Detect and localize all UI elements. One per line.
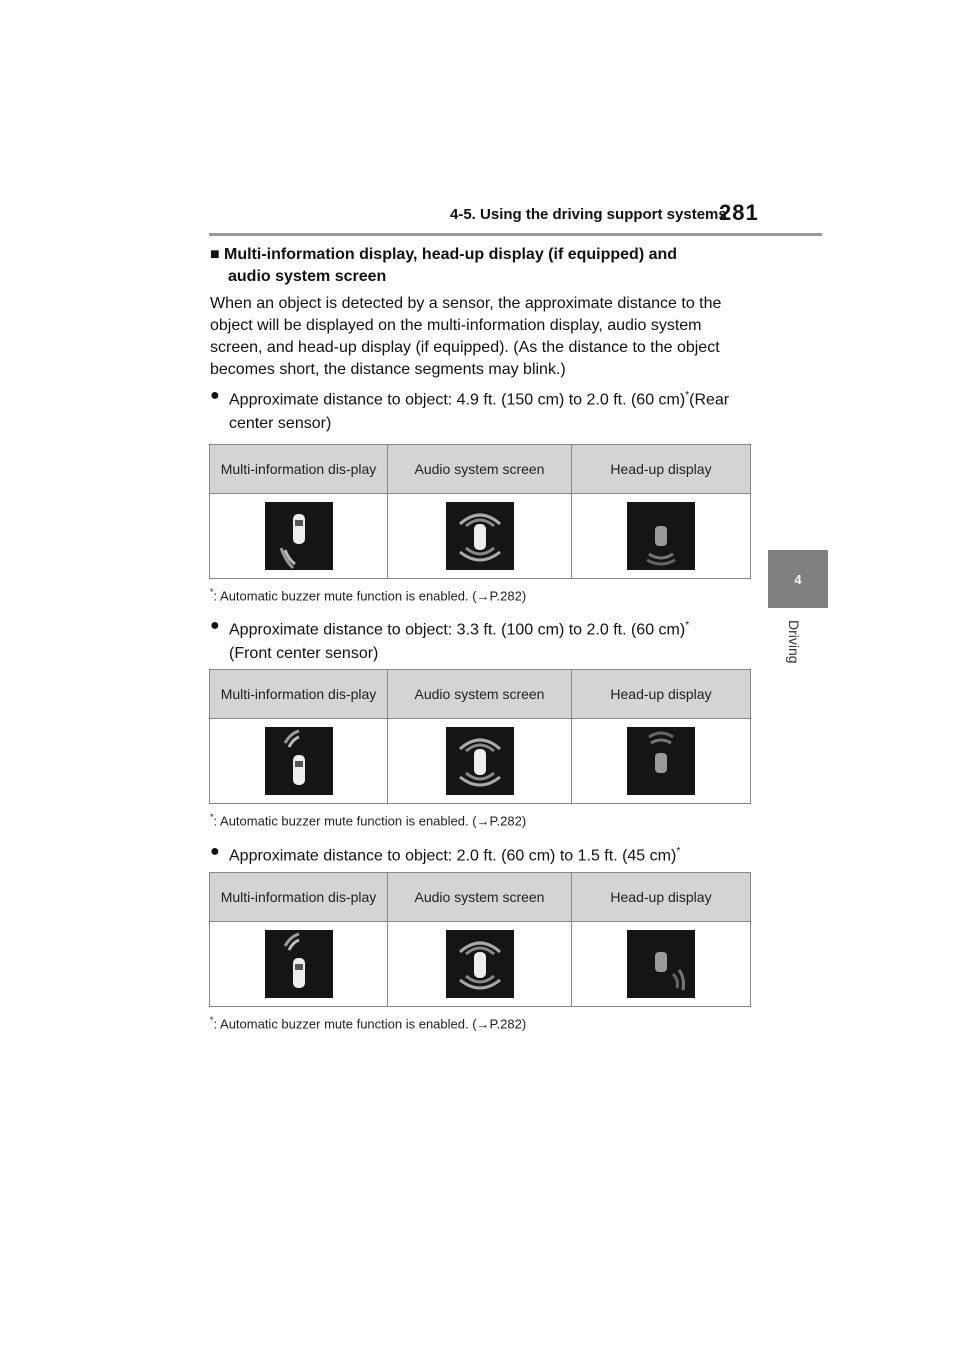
audio-screen-front-image [446, 727, 514, 795]
col-header-audio: Audio system screen [388, 873, 572, 922]
bullet-dot-icon: ● [210, 617, 220, 634]
page-number: 281 [719, 200, 759, 225]
display-table [209, 669, 751, 804]
col-header-audio: Audio system screen [388, 670, 572, 719]
section-heading [210, 244, 755, 288]
col-header-multi-info: Multi-information dis-play [210, 670, 388, 719]
col-header-hud: Head-up display [572, 670, 751, 719]
bullet-dot-icon: ● [210, 387, 220, 404]
asterisk-mark: * [685, 620, 690, 631]
footnote [210, 1015, 526, 1031]
hud-corner-image [627, 930, 695, 998]
footnote-text: : Automatic buzzer mute function is enabled. (→P.282) [213, 813, 527, 829]
col-header-multi-info: Multi-information dis-play [210, 445, 388, 494]
bullet-suffix: (Rear center sensor) [229, 391, 730, 433]
heading-line-1: Multi-information display, head-up display (if equipped) and [224, 246, 678, 263]
audio-screen-corner-image [446, 930, 514, 998]
bullet-text: Approximate distance to object: 2.0 ft. (60 cm) to 1.5 ft. (45 cm) [229, 847, 677, 865]
footnote [210, 587, 526, 603]
header-divider [209, 233, 822, 236]
display-table [209, 872, 751, 1007]
audio-screen-rear-image [446, 502, 514, 570]
footnote-text: : Automatic buzzer mute function is enabled. (→P.282) [213, 588, 527, 604]
bullet-suffix: (Front center sensor) [229, 645, 379, 663]
multi-info-rear-image [265, 502, 333, 570]
bullet-text: Approximate distance to object: 4.9 ft. (150 cm) to 2.0 ft. (60 cm) [229, 391, 686, 409]
bullet-item [210, 614, 755, 666]
chapter-tab [768, 550, 828, 608]
asterisk-mark: * [685, 390, 690, 401]
col-header-hud: Head-up display [572, 873, 751, 922]
bullet-dot-icon: ● [210, 843, 220, 860]
intro-paragraph: When an object is detected by a sensor, the approximate distance to the object will be displayed on the multi-information display, audio system screen, and head-up display (if equipped). (As the distance to the object becomes short, the distance segments may blink.) [210, 295, 722, 378]
col-header-multi-info: Multi-information dis-play [210, 873, 388, 922]
multi-info-corner-image [265, 930, 333, 998]
hud-rear-image [627, 502, 695, 570]
heading-line-2: audio system screen [228, 268, 387, 285]
display-table [209, 444, 751, 579]
col-header-hud: Head-up display [572, 445, 751, 494]
bullet-item [210, 840, 755, 868]
footnote-mark: * [210, 1015, 214, 1025]
col-header-audio: Audio system screen [388, 445, 572, 494]
footnote-mark: * [210, 812, 214, 822]
hud-front-image [627, 727, 695, 795]
multi-info-front-image [265, 727, 333, 795]
footnote [210, 812, 526, 828]
bullet-item [210, 384, 755, 436]
square-bullet-icon: ■ [210, 246, 220, 263]
footnote-text: : Automatic buzzer mute function is enabled. (→P.282) [213, 1016, 527, 1032]
chapter-number: 4 [794, 571, 802, 587]
bullet-text: Approximate distance to object: 3.3 ft. (100 cm) to 2.0 ft. (60 cm) [229, 621, 686, 639]
asterisk-mark: * [676, 846, 681, 857]
chapter-name: Driving [786, 620, 802, 664]
section-title: 4-5. Using the driving support systems [450, 206, 727, 223]
footnote-mark: * [210, 587, 214, 597]
